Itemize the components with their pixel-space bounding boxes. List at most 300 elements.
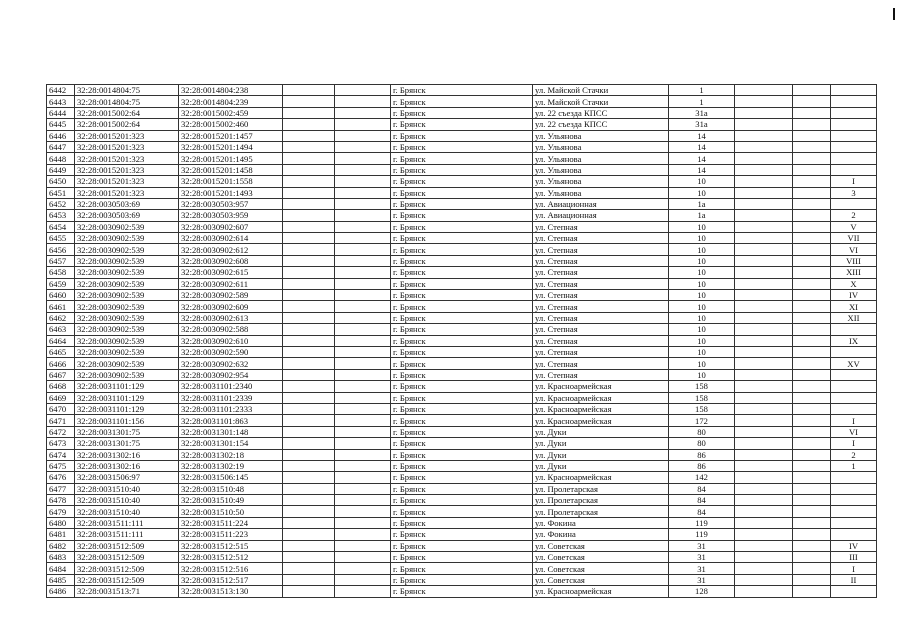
premises-cell [831, 495, 877, 506]
row-number-cell: 6444 [47, 107, 75, 118]
registry-table-body [47, 85, 877, 598]
empty-cell [335, 187, 391, 198]
city-cell: г. Брянск [391, 506, 533, 517]
city-cell: г. Брянск [391, 198, 533, 209]
empty-cell [283, 552, 335, 563]
premises-cell: IX [831, 335, 877, 346]
city-cell: г. Брянск [391, 255, 533, 266]
row-number-cell: 6467 [47, 369, 75, 380]
empty-cell [335, 335, 391, 346]
table-row [47, 176, 877, 187]
street-cell: ул. Степная [533, 346, 669, 357]
house-cell: 31 [669, 574, 735, 585]
city-cell: г. Брянск [391, 540, 533, 551]
empty-cell [335, 164, 391, 175]
table-row [47, 517, 877, 528]
empty-cell [735, 369, 793, 380]
premises-cell [831, 517, 877, 528]
house-cell: 10 [669, 346, 735, 357]
city-cell: г. Брянск [391, 187, 533, 198]
object-cadastral-cell: 32:28:0030503:959 [179, 210, 283, 221]
premises-cell [831, 346, 877, 357]
table-row [47, 119, 877, 130]
empty-cell [793, 563, 831, 574]
empty-cell [283, 130, 335, 141]
premises-cell: XII [831, 312, 877, 323]
parcel-cadastral-cell: 32:28:0031511:111 [75, 517, 179, 528]
object-cadastral-cell: 32:28:0030503:957 [179, 198, 283, 209]
object-cadastral-cell: 32:28:0031510:50 [179, 506, 283, 517]
empty-cell [335, 472, 391, 483]
street-cell: ул. Ульянова [533, 141, 669, 152]
empty-cell [283, 540, 335, 551]
empty-cell [793, 381, 831, 392]
empty-cell [735, 96, 793, 107]
empty-cell [283, 358, 335, 369]
object-cadastral-cell: 32:28:0031101:2333 [179, 403, 283, 414]
row-number-cell: 6447 [47, 141, 75, 152]
empty-cell [283, 369, 335, 380]
row-number-cell: 6477 [47, 483, 75, 494]
house-cell: 10 [669, 244, 735, 255]
empty-cell [283, 335, 335, 346]
row-number-cell: 6458 [47, 267, 75, 278]
table-row [47, 415, 877, 426]
empty-cell [283, 563, 335, 574]
empty-cell [283, 141, 335, 152]
premises-cell: I [831, 438, 877, 449]
empty-cell [735, 85, 793, 96]
house-cell: 14 [669, 164, 735, 175]
empty-cell [335, 210, 391, 221]
parcel-cadastral-cell: 32:28:0031510:40 [75, 483, 179, 494]
object-cadastral-cell: 32:28:0031512:512 [179, 552, 283, 563]
empty-cell [283, 301, 335, 312]
object-cadastral-cell: 32:28:0031301:148 [179, 426, 283, 437]
empty-cell [735, 267, 793, 278]
empty-cell [793, 301, 831, 312]
house-cell: 158 [669, 381, 735, 392]
street-cell: ул. Ульянова [533, 187, 669, 198]
empty-cell [793, 403, 831, 414]
row-number-cell: 6470 [47, 403, 75, 414]
house-cell: 119 [669, 529, 735, 540]
street-cell: ул. Майской Стачки [533, 96, 669, 107]
empty-cell [283, 346, 335, 357]
empty-cell [735, 290, 793, 301]
empty-cell [735, 187, 793, 198]
row-number-cell: 6485 [47, 574, 75, 585]
empty-cell [335, 381, 391, 392]
house-cell: 31а [669, 107, 735, 118]
empty-cell [793, 187, 831, 198]
house-cell: 31 [669, 563, 735, 574]
empty-cell [283, 517, 335, 528]
table-row [47, 426, 877, 437]
street-cell: ул. Фокина [533, 517, 669, 528]
table-row [47, 529, 877, 540]
table-row [47, 483, 877, 494]
row-number-cell: 6474 [47, 449, 75, 460]
object-cadastral-cell: 32:28:0030902:607 [179, 221, 283, 232]
premises-cell: II [831, 574, 877, 585]
empty-cell [735, 381, 793, 392]
empty-cell [735, 438, 793, 449]
empty-cell [335, 574, 391, 585]
empty-cell [735, 449, 793, 460]
table-row [47, 141, 877, 152]
empty-cell [735, 392, 793, 403]
city-cell: г. Брянск [391, 438, 533, 449]
house-cell: 14 [669, 141, 735, 152]
city-cell: г. Брянск [391, 495, 533, 506]
city-cell: г. Брянск [391, 449, 533, 460]
empty-cell [735, 495, 793, 506]
street-cell: ул. Ульянова [533, 176, 669, 187]
street-cell: ул. Авиационная [533, 210, 669, 221]
empty-cell [793, 529, 831, 540]
empty-cell [335, 586, 391, 597]
house-cell: 84 [669, 495, 735, 506]
row-number-cell: 6484 [47, 563, 75, 574]
house-cell: 84 [669, 483, 735, 494]
empty-cell [735, 153, 793, 164]
row-number-cell: 6463 [47, 324, 75, 335]
object-cadastral-cell: 32:28:0030902:611 [179, 278, 283, 289]
house-cell: 86 [669, 449, 735, 460]
city-cell: г. Брянск [391, 96, 533, 107]
empty-cell [793, 586, 831, 597]
parcel-cadastral-cell: 32:28:0031101:129 [75, 403, 179, 414]
empty-cell [793, 426, 831, 437]
row-number-cell: 6480 [47, 517, 75, 528]
empty-cell [793, 267, 831, 278]
empty-cell [793, 210, 831, 221]
object-cadastral-cell: 32:28:0031101:2339 [179, 392, 283, 403]
house-cell: 158 [669, 392, 735, 403]
empty-cell [283, 403, 335, 414]
premises-cell [831, 96, 877, 107]
premises-cell: III [831, 552, 877, 563]
empty-cell [793, 244, 831, 255]
table-row [47, 403, 877, 414]
empty-cell [793, 130, 831, 141]
city-cell: г. Брянск [391, 415, 533, 426]
row-number-cell: 6476 [47, 472, 75, 483]
empty-cell [735, 563, 793, 574]
row-number-cell: 6455 [47, 233, 75, 244]
empty-cell [283, 381, 335, 392]
object-cadastral-cell: 32:28:0031513:130 [179, 586, 283, 597]
parcel-cadastral-cell: 32:28:0031506:97 [75, 472, 179, 483]
empty-cell [335, 346, 391, 357]
object-cadastral-cell: 32:28:0031302:19 [179, 460, 283, 471]
parcel-cadastral-cell: 32:28:0030902:539 [75, 335, 179, 346]
empty-cell [793, 198, 831, 209]
empty-cell [735, 141, 793, 152]
parcel-cadastral-cell: 32:28:0014804:75 [75, 96, 179, 107]
parcel-cadastral-cell: 32:28:0030503:69 [75, 198, 179, 209]
empty-cell [735, 483, 793, 494]
object-cadastral-cell: 32:28:0030902:615 [179, 267, 283, 278]
table-row [47, 495, 877, 506]
row-number-cell: 6443 [47, 96, 75, 107]
house-cell: 142 [669, 472, 735, 483]
table-row [47, 107, 877, 118]
house-cell: 10 [669, 369, 735, 380]
empty-cell [335, 517, 391, 528]
empty-cell [283, 472, 335, 483]
object-cadastral-cell: 32:28:0030902:612 [179, 244, 283, 255]
city-cell: г. Брянск [391, 278, 533, 289]
premises-cell: VI [831, 426, 877, 437]
empty-cell [793, 369, 831, 380]
city-cell: г. Брянск [391, 301, 533, 312]
empty-cell [793, 552, 831, 563]
object-cadastral-cell: 32:28:0031101:2340 [179, 381, 283, 392]
premises-cell [831, 198, 877, 209]
row-number-cell: 6468 [47, 381, 75, 392]
empty-cell [283, 221, 335, 232]
city-cell: г. Брянск [391, 483, 533, 494]
object-cadastral-cell: 32:28:0031512:516 [179, 563, 283, 574]
empty-cell [335, 495, 391, 506]
table-row [47, 552, 877, 563]
object-cadastral-cell: 32:28:0031511:224 [179, 517, 283, 528]
table-row [47, 540, 877, 551]
object-cadastral-cell: 32:28:0030902:613 [179, 312, 283, 323]
empty-cell [283, 187, 335, 198]
house-cell: 10 [669, 233, 735, 244]
empty-cell [335, 255, 391, 266]
empty-cell [335, 483, 391, 494]
row-number-cell: 6466 [47, 358, 75, 369]
house-cell: 10 [669, 255, 735, 266]
empty-cell [283, 85, 335, 96]
street-cell: ул. Дуки [533, 426, 669, 437]
street-cell: ул. Ульянова [533, 153, 669, 164]
house-cell: 10 [669, 221, 735, 232]
object-cadastral-cell: 32:28:0030902:610 [179, 335, 283, 346]
empty-cell [793, 460, 831, 471]
row-number-cell: 6459 [47, 278, 75, 289]
empty-cell [283, 244, 335, 255]
empty-cell [283, 278, 335, 289]
empty-cell [793, 335, 831, 346]
city-cell: г. Брянск [391, 244, 533, 255]
city-cell: г. Брянск [391, 324, 533, 335]
empty-cell [335, 358, 391, 369]
empty-cell [283, 495, 335, 506]
row-number-cell: 6473 [47, 438, 75, 449]
empty-cell [735, 255, 793, 266]
row-number-cell: 6453 [47, 210, 75, 221]
empty-cell [735, 176, 793, 187]
parcel-cadastral-cell: 32:28:0031512:509 [75, 574, 179, 585]
empty-cell [735, 426, 793, 437]
street-cell: ул. Красноармейская [533, 403, 669, 414]
empty-cell [735, 335, 793, 346]
empty-cell [335, 107, 391, 118]
house-cell: 80 [669, 438, 735, 449]
empty-cell [793, 141, 831, 152]
empty-cell [793, 438, 831, 449]
empty-cell [735, 164, 793, 175]
object-cadastral-cell: 32:28:0014804:238 [179, 85, 283, 96]
city-cell: г. Брянск [391, 85, 533, 96]
object-cadastral-cell: 32:28:0030902:632 [179, 358, 283, 369]
parcel-cadastral-cell: 32:28:0015201:323 [75, 187, 179, 198]
empty-cell [735, 552, 793, 563]
empty-cell [793, 346, 831, 357]
city-cell: г. Брянск [391, 119, 533, 130]
street-cell: ул. Советская [533, 552, 669, 563]
empty-cell [793, 255, 831, 266]
house-cell: 1а [669, 210, 735, 221]
house-cell: 10 [669, 324, 735, 335]
premises-cell: XI [831, 301, 877, 312]
parcel-cadastral-cell: 32:28:0015201:323 [75, 176, 179, 187]
object-cadastral-cell: 32:28:0030902:589 [179, 290, 283, 301]
city-cell: г. Брянск [391, 392, 533, 403]
object-cadastral-cell: 32:28:0015201:1558 [179, 176, 283, 187]
empty-cell [283, 506, 335, 517]
empty-cell [335, 449, 391, 460]
row-number-cell: 6479 [47, 506, 75, 517]
empty-cell [335, 540, 391, 551]
empty-cell [283, 415, 335, 426]
object-cadastral-cell: 32:28:0015201:1493 [179, 187, 283, 198]
empty-cell [735, 506, 793, 517]
row-number-cell: 6481 [47, 529, 75, 540]
table-row [47, 198, 877, 209]
empty-cell [335, 85, 391, 96]
empty-cell [335, 415, 391, 426]
empty-cell [793, 164, 831, 175]
object-cadastral-cell: 32:28:0031506:145 [179, 472, 283, 483]
empty-cell [793, 358, 831, 369]
object-cadastral-cell: 32:28:0015201:1457 [179, 130, 283, 141]
house-cell: 158 [669, 403, 735, 414]
table-row [47, 85, 877, 96]
empty-cell [793, 574, 831, 585]
empty-cell [335, 96, 391, 107]
object-cadastral-cell: 32:28:0030902:590 [179, 346, 283, 357]
empty-cell [735, 460, 793, 471]
row-number-cell: 6464 [47, 335, 75, 346]
city-cell: г. Брянск [391, 107, 533, 118]
city-cell: г. Брянск [391, 335, 533, 346]
street-cell: ул. Ульянова [533, 164, 669, 175]
street-cell: ул. Степная [533, 335, 669, 346]
empty-cell [793, 540, 831, 551]
empty-cell [735, 346, 793, 357]
empty-cell [735, 529, 793, 540]
house-cell: 10 [669, 187, 735, 198]
parcel-cadastral-cell: 32:28:0014804:75 [75, 85, 179, 96]
street-cell: ул. Степная [533, 233, 669, 244]
premises-cell [831, 381, 877, 392]
object-cadastral-cell: 32:28:0031510:49 [179, 495, 283, 506]
empty-cell [335, 301, 391, 312]
row-number-cell: 6451 [47, 187, 75, 198]
parcel-cadastral-cell: 32:28:0031101:156 [75, 415, 179, 426]
street-cell: ул. 22 съезда КПСС [533, 107, 669, 118]
empty-cell [335, 153, 391, 164]
street-cell: ул. Степная [533, 221, 669, 232]
city-cell: г. Брянск [391, 369, 533, 380]
empty-cell [335, 426, 391, 437]
empty-cell [793, 506, 831, 517]
empty-cell [335, 460, 391, 471]
parcel-cadastral-cell: 32:28:0031510:40 [75, 506, 179, 517]
street-cell: ул. Майской Стачки [533, 85, 669, 96]
empty-cell [335, 392, 391, 403]
row-number-cell: 6471 [47, 415, 75, 426]
house-cell: 10 [669, 267, 735, 278]
object-cadastral-cell: 32:28:0031512:515 [179, 540, 283, 551]
street-cell: ул. Степная [533, 369, 669, 380]
premises-cell: IV [831, 290, 877, 301]
street-cell: ул. 22 съезда КПСС [533, 119, 669, 130]
empty-cell [793, 176, 831, 187]
parcel-cadastral-cell: 32:28:0030902:539 [75, 244, 179, 255]
empty-cell [735, 130, 793, 141]
city-cell: г. Брянск [391, 358, 533, 369]
premises-cell: I [831, 563, 877, 574]
table-row [47, 312, 877, 323]
empty-cell [283, 438, 335, 449]
empty-cell [735, 403, 793, 414]
object-cadastral-cell: 32:28:0031510:48 [179, 483, 283, 494]
empty-cell [283, 586, 335, 597]
empty-cell [735, 210, 793, 221]
table-row [47, 335, 877, 346]
city-cell: г. Брянск [391, 290, 533, 301]
street-cell: ул. Степная [533, 301, 669, 312]
house-cell: 10 [669, 335, 735, 346]
empty-cell [793, 483, 831, 494]
parcel-cadastral-cell: 32:28:0030902:539 [75, 369, 179, 380]
parcel-cadastral-cell: 32:28:0015201:323 [75, 130, 179, 141]
house-cell: 86 [669, 460, 735, 471]
empty-cell [335, 563, 391, 574]
table-row [47, 369, 877, 380]
parcel-cadastral-cell: 32:28:0031513:71 [75, 586, 179, 597]
table-row [47, 346, 877, 357]
premises-cell [831, 506, 877, 517]
street-cell: ул. Дуки [533, 449, 669, 460]
street-cell: ул. Красноармейская [533, 381, 669, 392]
empty-cell [793, 392, 831, 403]
street-cell: ул. Степная [533, 244, 669, 255]
empty-cell [283, 210, 335, 221]
parcel-cadastral-cell: 32:28:0031302:16 [75, 460, 179, 471]
object-cadastral-cell: 32:28:0031512:517 [179, 574, 283, 585]
empty-cell [283, 255, 335, 266]
empty-cell [335, 324, 391, 335]
empty-cell [283, 233, 335, 244]
empty-cell [793, 415, 831, 426]
empty-cell [735, 324, 793, 335]
parcel-cadastral-cell: 32:28:0031512:509 [75, 563, 179, 574]
house-cell: 1 [669, 96, 735, 107]
street-cell: ул. Красноармейская [533, 586, 669, 597]
house-cell: 172 [669, 415, 735, 426]
table-row [47, 392, 877, 403]
house-cell: 84 [669, 506, 735, 517]
empty-cell [283, 164, 335, 175]
